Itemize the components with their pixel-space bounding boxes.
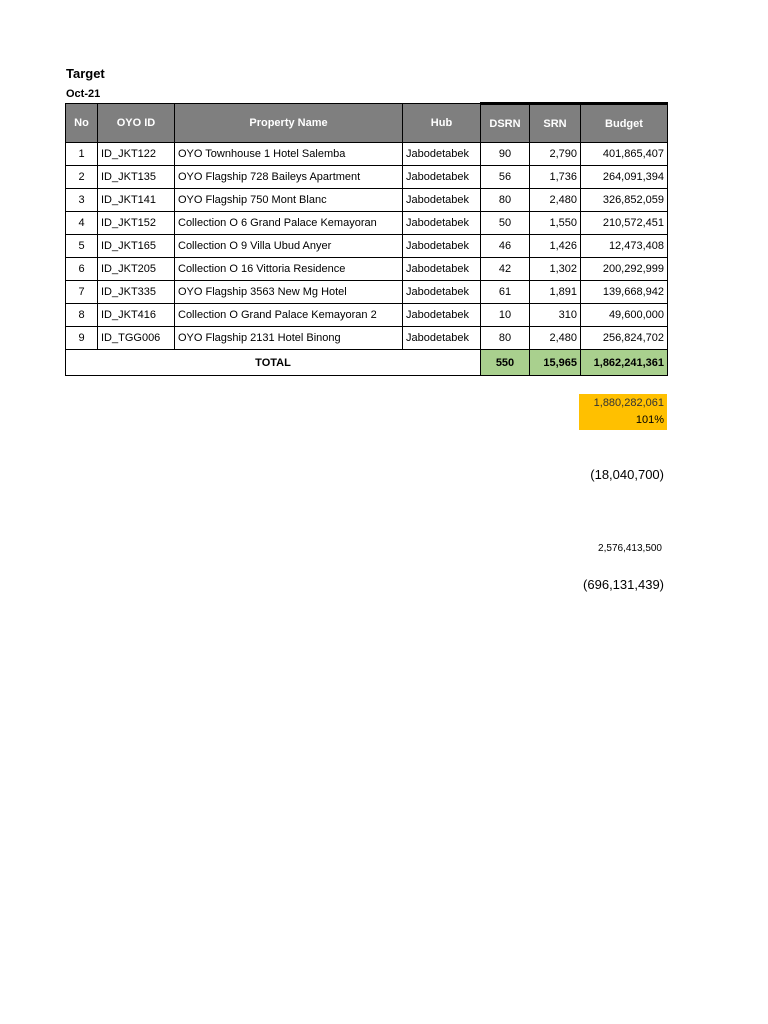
cell-dsrn[interactable]: 50 <box>481 212 530 235</box>
cell-dsrn[interactable]: 46 <box>481 235 530 258</box>
cell-budget[interactable]: 200,292,999 <box>581 258 668 281</box>
cell-hub[interactable]: Jabodetabek <box>403 189 481 212</box>
cell-srn[interactable]: 2,480 <box>530 189 581 212</box>
table-row <box>66 143 668 166</box>
cell-property-name[interactable]: Collection O 6 Grand Palace Kemayoran <box>175 212 403 235</box>
cell-budget[interactable]: 139,668,942 <box>581 281 668 304</box>
cell-dsrn[interactable]: 90 <box>481 143 530 166</box>
cell-hub[interactable]: Jabodetabek <box>403 304 481 327</box>
col-header-budget[interactable]: Budget <box>581 104 668 143</box>
cell-dsrn[interactable]: 56 <box>481 166 530 189</box>
cell-hub[interactable]: Jabodetabek <box>403 258 481 281</box>
cell-no[interactable]: 9 <box>66 327 98 350</box>
cell-oyo-id[interactable]: ID_JKT335 <box>98 281 175 304</box>
cell-srn[interactable]: 1,426 <box>530 235 581 258</box>
difference-value[interactable]: (18,040,700) <box>590 467 664 482</box>
cell-hub[interactable]: Jabodetabek <box>403 327 481 350</box>
cell-srn[interactable]: 1,302 <box>530 258 581 281</box>
cell-dsrn[interactable]: 61 <box>481 281 530 304</box>
table-row <box>66 258 668 281</box>
cell-srn[interactable]: 2,480 <box>530 327 581 350</box>
cell-no[interactable]: 3 <box>66 189 98 212</box>
cell-property-name[interactable]: Collection O 16 Vittoria Residence <box>175 258 403 281</box>
cell-hub[interactable]: Jabodetabek <box>403 235 481 258</box>
sheet-title: Target <box>66 66 105 81</box>
period-label: Oct-21 <box>66 88 101 100</box>
table-row <box>66 327 668 350</box>
cell-hub[interactable]: Jabodetabek <box>403 166 481 189</box>
cell-property-name[interactable]: OYO Townhouse 1 Hotel Salemba <box>175 143 403 166</box>
cell-no[interactable]: 8 <box>66 304 98 327</box>
cell-dsrn[interactable]: 10 <box>481 304 530 327</box>
cell-property-name[interactable]: OYO Flagship 728 Baileys Apartment <box>175 166 403 189</box>
cell-oyo-id[interactable]: ID_JKT135 <box>98 166 175 189</box>
cell-oyo-id[interactable]: ID_TGG006 <box>98 327 175 350</box>
col-header-srn[interactable]: SRN <box>530 104 581 143</box>
table-row <box>66 189 668 212</box>
table-row <box>66 212 668 235</box>
total-budget[interactable]: 1,862,241,361 <box>581 350 668 376</box>
table-row <box>66 166 668 189</box>
cell-property-name[interactable]: Collection O 9 Villa Ubud Anyer <box>175 235 403 258</box>
cell-hub[interactable]: Jabodetabek <box>403 281 481 304</box>
cell-oyo-id[interactable]: ID_JKT205 <box>98 258 175 281</box>
total-srn[interactable]: 15,965 <box>530 350 581 376</box>
target-table <box>65 102 668 376</box>
cell-oyo-id[interactable]: ID_JKT122 <box>98 143 175 166</box>
cell-dsrn[interactable]: 42 <box>481 258 530 281</box>
summary-value[interactable]: 1,880,282,061 <box>593 397 664 409</box>
cell-dsrn[interactable]: 80 <box>481 327 530 350</box>
cell-hub[interactable]: Jabodetabek <box>403 212 481 235</box>
cell-srn[interactable]: 1,891 <box>530 281 581 304</box>
cell-property-name[interactable]: OYO Flagship 3563 New Mg Hotel <box>175 281 403 304</box>
cell-no[interactable]: 2 <box>66 166 98 189</box>
header-row <box>66 104 668 143</box>
summary-percent[interactable]: 101% <box>635 414 664 426</box>
cell-oyo-id[interactable]: ID_JKT152 <box>98 212 175 235</box>
cell-no[interactable]: 1 <box>66 143 98 166</box>
difference-value-2[interactable]: (696,131,439) <box>583 577 664 592</box>
cell-no[interactable]: 5 <box>66 235 98 258</box>
cell-srn[interactable]: 1,736 <box>530 166 581 189</box>
cell-oyo-id[interactable]: ID_JKT416 <box>98 304 175 327</box>
cell-srn[interactable]: 310 <box>530 304 581 327</box>
col-header-oyo-id[interactable]: OYO ID <box>98 104 175 143</box>
total-row <box>66 350 668 376</box>
cell-oyo-id[interactable]: ID_JKT165 <box>98 235 175 258</box>
col-header-hub[interactable]: Hub <box>403 104 481 143</box>
cell-no[interactable]: 4 <box>66 212 98 235</box>
cell-budget[interactable]: 12,473,408 <box>581 235 668 258</box>
col-header-no[interactable]: No <box>66 104 98 143</box>
total-dsrn[interactable]: 550 <box>481 350 530 376</box>
table-row <box>66 281 668 304</box>
cell-budget[interactable]: 210,572,451 <box>581 212 668 235</box>
col-header-dsrn[interactable]: DSRN <box>481 104 530 143</box>
cell-budget[interactable]: 326,852,059 <box>581 189 668 212</box>
total-label[interactable]: TOTAL <box>66 350 481 376</box>
cell-srn[interactable]: 2,790 <box>530 143 581 166</box>
table-row <box>66 235 668 258</box>
cell-property-name[interactable]: OYO Flagship 2131 Hotel Binong <box>175 327 403 350</box>
cell-hub[interactable]: Jabodetabek <box>403 143 481 166</box>
cell-budget[interactable]: 401,865,407 <box>581 143 668 166</box>
cell-property-name[interactable]: OYO Flagship 750 Mont Blanc <box>175 189 403 212</box>
cell-no[interactable]: 7 <box>66 281 98 304</box>
cell-budget[interactable]: 256,824,702 <box>581 327 668 350</box>
cell-budget[interactable]: 49,600,000 <box>581 304 668 327</box>
table-row <box>66 304 668 327</box>
cell-no[interactable]: 6 <box>66 258 98 281</box>
cell-srn[interactable]: 1,550 <box>530 212 581 235</box>
col-header-property-name[interactable]: Property Name <box>175 104 403 143</box>
cell-property-name[interactable]: Collection O Grand Palace Kemayoran 2 <box>175 304 403 327</box>
cell-budget[interactable]: 264,091,394 <box>581 166 668 189</box>
cell-oyo-id[interactable]: ID_JKT141 <box>98 189 175 212</box>
cell-dsrn[interactable]: 80 <box>481 189 530 212</box>
summary-highlight <box>579 394 667 430</box>
amount-value[interactable]: 2,576,413,500 <box>598 543 662 554</box>
